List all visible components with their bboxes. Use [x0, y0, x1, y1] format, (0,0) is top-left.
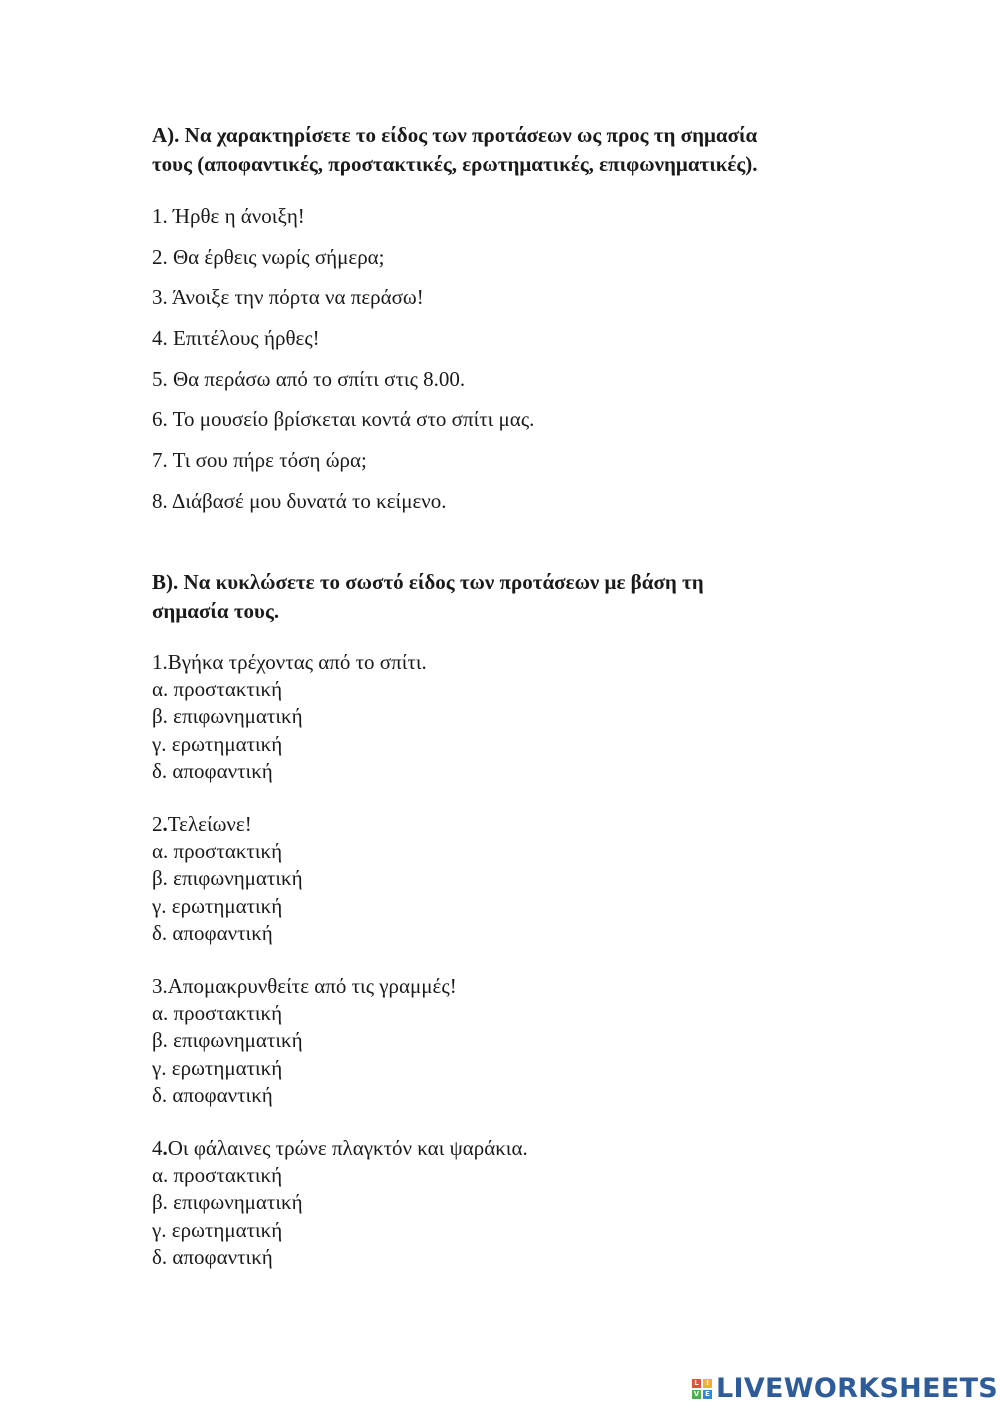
section-a-item: 2. Θα έρθεις νωρίς σήμερα; [152, 244, 385, 269]
question-dot: . [162, 812, 168, 836]
logo-tile-l: L [692, 1379, 701, 1388]
question-block-4 [152, 1135, 528, 1271]
section-b-heading-line2: σημασία τους. [152, 599, 280, 623]
option-a[interactable]: α. προστακτική [152, 1001, 283, 1026]
question-number: 3 [152, 974, 163, 998]
question-dot: . [162, 650, 168, 674]
logo-text: LIVEWORKSHEETS [716, 1373, 999, 1404]
section-a-item: 5. Θα περάσω από το σπίτι στις 8.00. [152, 366, 466, 391]
option-d[interactable]: δ. αποφαντική [152, 920, 273, 945]
logo-tile-v: V [693, 1390, 700, 1398]
section-a-heading-line2: τους (αποφαντικές, προστακτικές, ερωτηματικές, επιφωνηματικές). [152, 152, 758, 176]
liveworksheets-logo[interactable] [692, 1374, 998, 1404]
option-b[interactable]: β. επιφωνηματική [152, 1190, 303, 1215]
option-d[interactable]: δ. αποφαντική [152, 1082, 273, 1107]
section-a-item: 8. Διάβασέ μου δυνατά το κείμενο. [152, 488, 447, 513]
option-c[interactable]: γ. ερωτηματική [152, 731, 283, 756]
logo-tile-i: I [703, 1379, 712, 1388]
section-a-item: 1. Ήρθε η άνοιξη! [152, 204, 305, 228]
section-a-heading [152, 121, 852, 179]
option-d[interactable]: δ. αποφαντική [152, 1244, 273, 1269]
option-b[interactable]: β. επιφωνηματική [152, 704, 303, 729]
question-sentence: Οι φάλαινες τρώνε πλαγκτόν και ψαράκια. [167, 1136, 528, 1160]
option-c[interactable]: γ. ερωτηματική [152, 1055, 283, 1080]
question-number: 2 [152, 812, 163, 836]
question-block-1 [152, 649, 427, 785]
question-number: 4 [152, 1136, 163, 1160]
question-sentence: Τελείωνε! [167, 812, 252, 836]
option-d[interactable]: δ. αποφαντική [152, 758, 273, 783]
section-b-heading-line1: B). Να κυκλώσετε το σωστό είδος των προτάσεων με βάση τη [152, 570, 704, 594]
question-sentence: Απομακρυνθείτε από τις γραμμές! [167, 974, 457, 998]
option-b[interactable]: β. επιφωνηματική [152, 1028, 303, 1053]
option-a[interactable]: α. προστακτική [152, 839, 283, 864]
option-a[interactable]: α. προστακτική [152, 1163, 283, 1188]
section-b-heading [152, 568, 852, 626]
section-a-item: 3. Άνοιξε την πόρτα να περάσω! [152, 285, 424, 310]
section-a-item: 4. Επιτέλους ήρθες! [152, 326, 320, 351]
section-a-item: 6. Το μουσείο βρίσκεται κοντά στο σπίτι μας. [152, 407, 535, 432]
option-b[interactable]: β. επιφωνηματική [152, 866, 303, 891]
question-block-3 [152, 973, 457, 1109]
question-text [152, 649, 427, 676]
logo-tile-e: E [703, 1390, 712, 1399]
question-sentence: Βγήκα τρέχοντας από το σπίτι. [167, 650, 427, 674]
option-c[interactable]: γ. ερωτηματική [152, 1217, 283, 1242]
question-dot: . [162, 974, 168, 998]
section-a-item: 7. Τι σου πήρε τόση ώρα; [152, 448, 367, 473]
question-text [152, 811, 303, 838]
question-text [152, 1135, 528, 1162]
question-dot: . [162, 1136, 168, 1160]
question-text [152, 973, 457, 1000]
logo-icon [692, 1379, 712, 1399]
option-a[interactable]: α. προστακτική [152, 677, 283, 702]
section-a-heading-line1: A). Να χαρακτηρίσετε το είδος των προτάσεων ως προς τη σημασία [152, 123, 758, 147]
question-block-2 [152, 811, 303, 947]
section-a-list [152, 201, 534, 527]
question-number: 1 [152, 650, 163, 674]
option-c[interactable]: γ. ερωτηματική [152, 893, 283, 918]
